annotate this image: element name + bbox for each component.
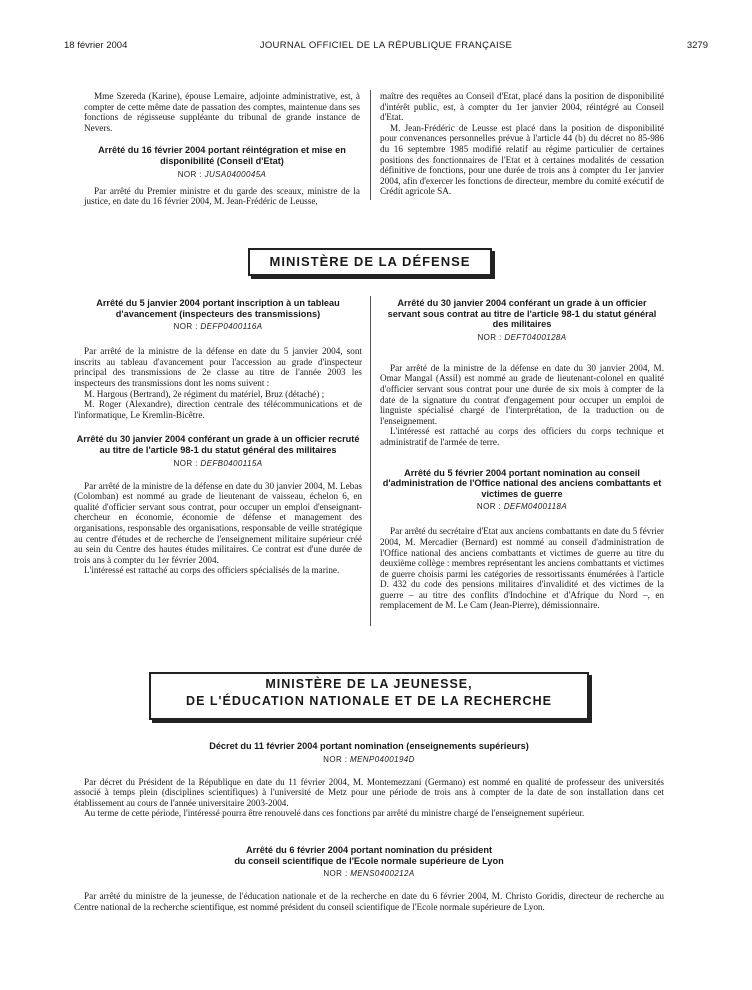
nor-reference: NOR : JUSA0400045A	[177, 169, 267, 179]
ministry-heading-jeunesse	[149, 672, 589, 720]
jeunesse-section	[74, 741, 664, 912]
paragraph: Par arrêté de la ministre de la défense en date du 5 janvier 2004, sont inscrits au tableau d'avancement pour l'accession au grade d'inspecteur principal des transmissions de 2e classe au titre de l'année 2003 les inspecteurs des transmissions dont les noms suivent :	[74, 346, 362, 388]
heading-line: MINISTÈRE DE LA JEUNESSE,	[265, 677, 473, 691]
decree-title: Arrêté du 6 février 2004 portant nomination du président	[245, 844, 493, 855]
journal-title: JOURNAL OFFICIEL DE LA RÉPUBLIQUE FRANÇAISE	[259, 40, 513, 51]
ministry-heading-defense: MINISTÈRE DE LA DÉFENSE	[248, 248, 492, 276]
decree-title: Arrêté du 30 janvier 2004 conférant un grade à un officier servant sous contrat au titre de l'article 98-1 du statut général des militaires	[387, 298, 657, 330]
paragraph: Par décret du Président de la République en date du 11 février 2004, M. Montemezzani (Germano) est nommé en qualité de professeur des universités associé à temps plein (disciplines scientifiques) à l'université de Metz pour une période de trois ans à compter de la date de son installation dans cet établissement au cours de l'année universitaire 2003-2004.	[74, 776, 664, 808]
decree-title: Arrêté du 5 janvier 2004 portant inscription à un tableau d'avancement (inspecteurs des transmissions)	[96, 298, 340, 319]
nor-reference: NOR : MENP0400194D	[323, 754, 415, 764]
paragraph: M. Hargous (Bertrand), 2e régiment du matériel, Bruz (détaché) ;	[84, 388, 325, 399]
nor-reference: NOR : MENS0400212A	[323, 869, 415, 879]
paragraph: Par arrêté du ministre de la jeunesse, de l'éducation nationale et de la recherche en date du 6 février 2004, M. Christo Goridis, directeur de recherche au Centre national de la recherche scientifique, est nommé président du conseil scientifique de l'Ecole normale supérieure de Lyon.	[74, 891, 664, 912]
nor-reference: NOR : DEFT0400128A	[477, 332, 567, 342]
top-left-column	[84, 91, 360, 207]
paragraph: Par arrêté du secrétaire d'Etat aux anciens combattants en date du 5 février 2004, M. Mercadier (Bernard) est nommé au conseil d'administration de l'Office national des anciens combattants et victimes de guerre au titre du deuxième collège : membres représentant les anciens combattants et victimes de guerre choisis parmi les catégories de ressortissants énumérées à l'article D. 432 du code des pensions militaires d'invalidité et des victimes de la guerre – au titre des conflits d'Indochine et d'Afrique du Nord –, en remplacement de M. Le Cam (Jean-Pierre), démissionnaire.	[380, 526, 664, 611]
decree-title: du conseil scientifique de l'Ecole normale supérieure de Lyon	[234, 855, 504, 866]
running-header	[64, 40, 708, 54]
nor-reference: NOR : DEFM0400118A	[476, 502, 568, 512]
top-right-column	[380, 91, 664, 197]
paragraph: Par arrêté de la ministre de la défense en date du 30 janvier 2004, M. Omar Mangal (Assil) est nommé au grade de lieutenant-colonel en qualité d'officier servant sous contrat pour une durée de six mois à compter de la date de la signature du contrat d'engagement pour occuper un emploi de linguiste spécialisé chargé de l'interprétation, de la traduction ou de l'enseignement.	[380, 362, 664, 426]
paragraph: L'intéressé est rattaché au corps des officiers spécialisés de la marine.	[84, 565, 340, 576]
nor-reference: NOR : DEFP0400116A	[173, 322, 263, 332]
paragraph: Mme Szereda (Karine), épouse Lemaire, adjointe administrative, est, à compter de cette même date de passation des comptes, maintenue dans ses fonctions de régisseuse suppléante du tribunal de grande instance de Nevers.	[84, 91, 360, 133]
paragraph: M. Jean-Frédéric de Leusse est placé dans la position de disponibilité pour convenances personnelles prévue à l'article 44 (b) du décret no 85-986 du 16 septembre 1985 modifié relatif au régime particulier de certaines positions des fonctionnaires de l'Etat et à certaines modalités de cessation définitive de fonctions, pour une durée de trois ans à compter du 1er janvier 2004, afin d'exercer les fonctions de directeur, membre du comité exécutif de Crédit agricole SA.	[380, 122, 664, 197]
paragraph: Au terme de cette période, l'intéressé pourra être renouvelé dans ces fonctions par arrêté du ministre chargé de l'enseignement supérieur.	[84, 808, 585, 819]
nor-reference: NOR : DEFB0400115A	[173, 458, 263, 468]
decree-title: Arrêté du 30 janvier 2004 conférant un grade à un officier recruté au titre de l'article 98-1 du statut général des militaires	[76, 434, 360, 455]
header-date: 18 février 2004	[64, 40, 128, 51]
defense-right-column	[380, 298, 664, 611]
defense-left-column	[74, 298, 362, 576]
column-divider	[370, 90, 371, 200]
paragraph: M. Roger (Alexandre), direction centrale des télécommunications et de l'informatique, Le Kremlin-Bicêtre.	[74, 399, 362, 420]
decree-title: Décret du 11 février 2004 portant nomination (enseignements supérieurs)	[209, 741, 529, 751]
paragraph: maître des requêtes au Conseil d'Etat, placé dans la position de disponibilité d'intérêt public, est, à compter du 1er janvier 2004, réintégré au Conseil d'Etat.	[380, 91, 664, 123]
page-number: 3279	[686, 40, 708, 51]
decree-title: Arrêté du 16 février 2004 portant réintégration et mise en disponibilité (Conseil d'Etat)	[98, 145, 346, 166]
column-divider	[370, 296, 371, 626]
paragraph: Par arrêté de la ministre de la défense en date du 30 janvier 2004, M. Lebas (Colomban) est nommé au grade de lieutenant de vaisseau, échelon 6, en qualité d'officier servant sous contrat, pour occuper un emploi d'enseignant-chercheur en économie, économie de défense et management des organisations, responsable des organisations, responsable de veille stratégique au centre d'études et de recherche de l'enseignement militaire supérieur créé au sein du Centre des hautes études militaires. Ce contrat est d'une durée de trois ans à compter du 1er février 2004.	[74, 480, 362, 565]
decree-title: Arrêté du 5 février 2004 portant nomination au conseil d'administration de l'Office national des anciens combattants et victimes de guerre	[382, 467, 662, 499]
paragraph: Par arrêté du Premier ministre et du garde des sceaux, ministre de la justice, en date du 16 février 2004, M. Jean-Frédéric de Leusse,	[84, 185, 360, 207]
paragraph: L'intéressé est rattaché au corps des officiers du corps technique et administratif de l'armée de terre.	[380, 426, 664, 447]
heading-line: DE L'ÉDUCATION NATIONALE ET DE LA RECHERCHE	[186, 694, 552, 708]
